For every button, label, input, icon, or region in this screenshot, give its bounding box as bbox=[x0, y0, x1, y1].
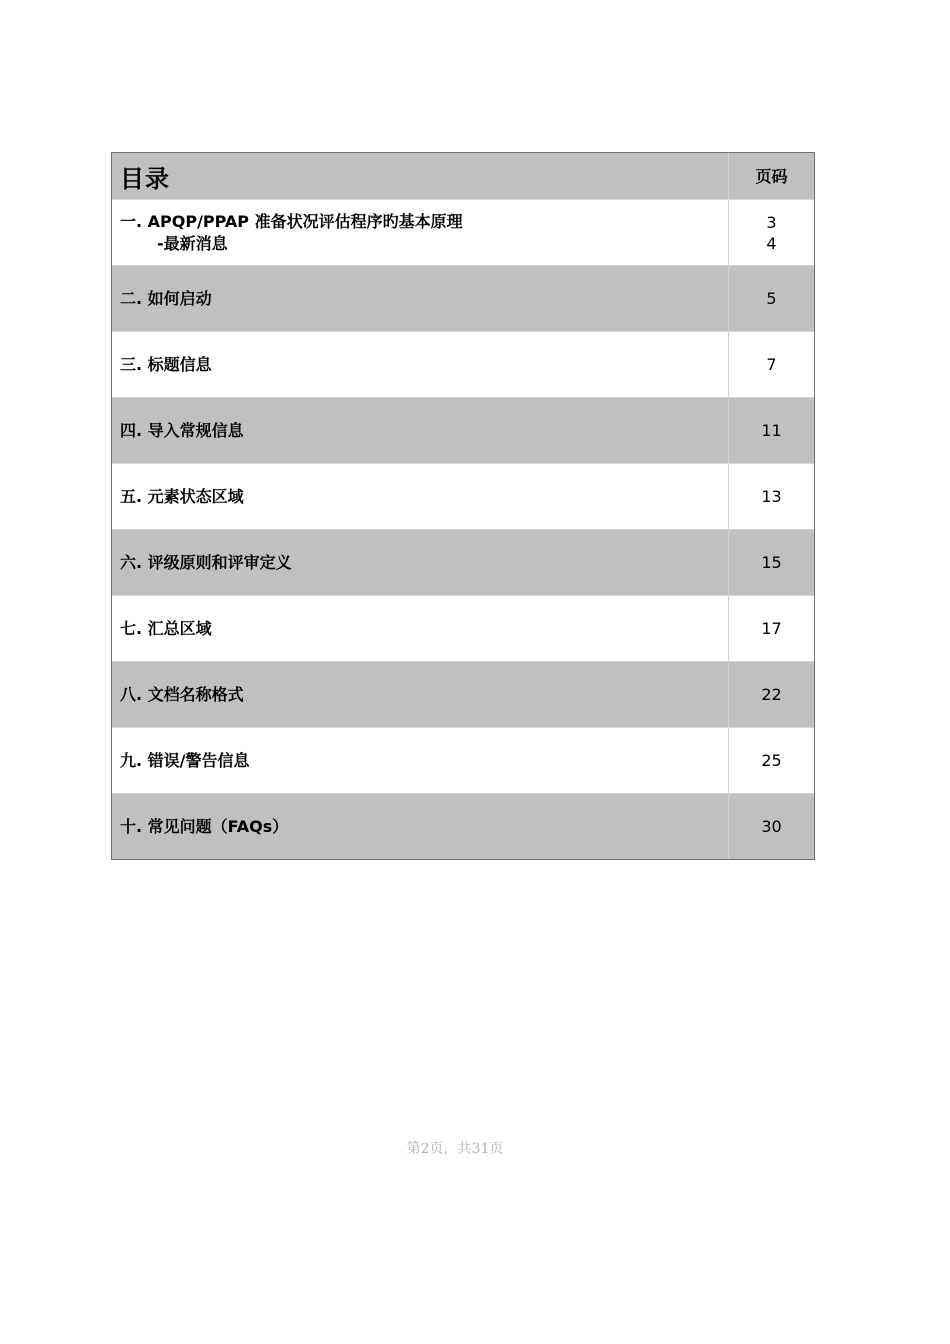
toc-entry-title: 八. 文档名称格式 bbox=[120, 685, 244, 704]
toc-entry-title-cell bbox=[112, 200, 729, 265]
toc-entry-page: 13 bbox=[761, 487, 782, 506]
toc-row[interactable] bbox=[112, 529, 814, 595]
toc-page-column-label: 页码 bbox=[755, 166, 788, 186]
toc-entry-title: 九. 错误/警告信息 bbox=[120, 751, 250, 770]
toc-entry-page: 22 bbox=[761, 685, 782, 704]
toc-entry-page-cell bbox=[729, 794, 814, 859]
toc-entry-title-cell bbox=[112, 530, 729, 595]
toc-row[interactable] bbox=[112, 595, 814, 661]
toc-entry-page-cell bbox=[729, 200, 814, 265]
toc-row[interactable] bbox=[112, 727, 814, 793]
toc-entry-title: 五. 元素状态区域 bbox=[120, 487, 244, 506]
toc-header-title-cell bbox=[112, 153, 729, 199]
toc-row[interactable] bbox=[112, 793, 814, 859]
toc-header-row bbox=[112, 153, 814, 199]
toc-entry-title-cell bbox=[112, 332, 729, 397]
toc-entry-page-cell bbox=[729, 398, 814, 463]
toc-entry-title: 二. 如何启动 bbox=[120, 289, 212, 308]
toc-entry-page-cell bbox=[729, 266, 814, 331]
toc-entry-page-cell bbox=[729, 332, 814, 397]
toc-entry-page: 11 bbox=[761, 421, 782, 440]
toc-entry-page: 30 bbox=[761, 817, 782, 836]
toc-entry-page-cell bbox=[729, 596, 814, 661]
toc-entry-page: 3 bbox=[766, 212, 777, 232]
toc-row[interactable] bbox=[112, 463, 814, 529]
toc-entry-title-cell bbox=[112, 728, 729, 793]
toc-entry-page-cell bbox=[729, 530, 814, 595]
toc-entry-page: 25 bbox=[761, 751, 782, 770]
toc-entry-page-cell bbox=[729, 464, 814, 529]
toc-entry-title: 十. 常见问题（FAQs） bbox=[120, 817, 289, 836]
page-number-indicator: 第2页，共31页 bbox=[406, 1141, 504, 1157]
toc-entry-title: 一. APQP/PPAP 准备状况评估程序旳基本原理 bbox=[120, 212, 463, 231]
toc-entry-title-cell bbox=[112, 464, 729, 529]
toc-row[interactable] bbox=[112, 661, 814, 727]
toc-entry-title-cell bbox=[112, 398, 729, 463]
toc-row[interactable] bbox=[112, 397, 814, 463]
toc-entry-page-cell bbox=[729, 728, 814, 793]
toc-entry-subtitle: -最新消息 bbox=[157, 234, 228, 253]
toc-entry-title-cell bbox=[112, 266, 729, 331]
table-of-contents bbox=[111, 152, 815, 860]
toc-entry-page: 15 bbox=[761, 553, 782, 572]
toc-row[interactable] bbox=[112, 199, 814, 265]
toc-entry-title-cell bbox=[112, 662, 729, 727]
toc-entry-page: 4 bbox=[766, 233, 777, 253]
toc-entry-title-cell bbox=[112, 596, 729, 661]
toc-entry-title: 四. 导入常规信息 bbox=[120, 421, 244, 440]
toc-entry-page: 5 bbox=[766, 289, 777, 308]
toc-entry-page-cell bbox=[729, 662, 814, 727]
toc-entry-title: 六. 评级原则和评审定义 bbox=[120, 553, 292, 572]
toc-entry-title-cell bbox=[112, 794, 729, 859]
toc-entry-page: 7 bbox=[766, 355, 777, 374]
toc-entry-title: 七. 汇总区域 bbox=[120, 619, 212, 638]
page-footer bbox=[0, 1138, 910, 1158]
toc-heading: 目录 bbox=[120, 164, 170, 193]
toc-row[interactable] bbox=[112, 331, 814, 397]
toc-row[interactable] bbox=[112, 265, 814, 331]
toc-entry-page: 17 bbox=[761, 619, 782, 638]
toc-header-page-cell bbox=[729, 153, 814, 199]
toc-entry-title: 三. 标题信息 bbox=[120, 355, 212, 374]
